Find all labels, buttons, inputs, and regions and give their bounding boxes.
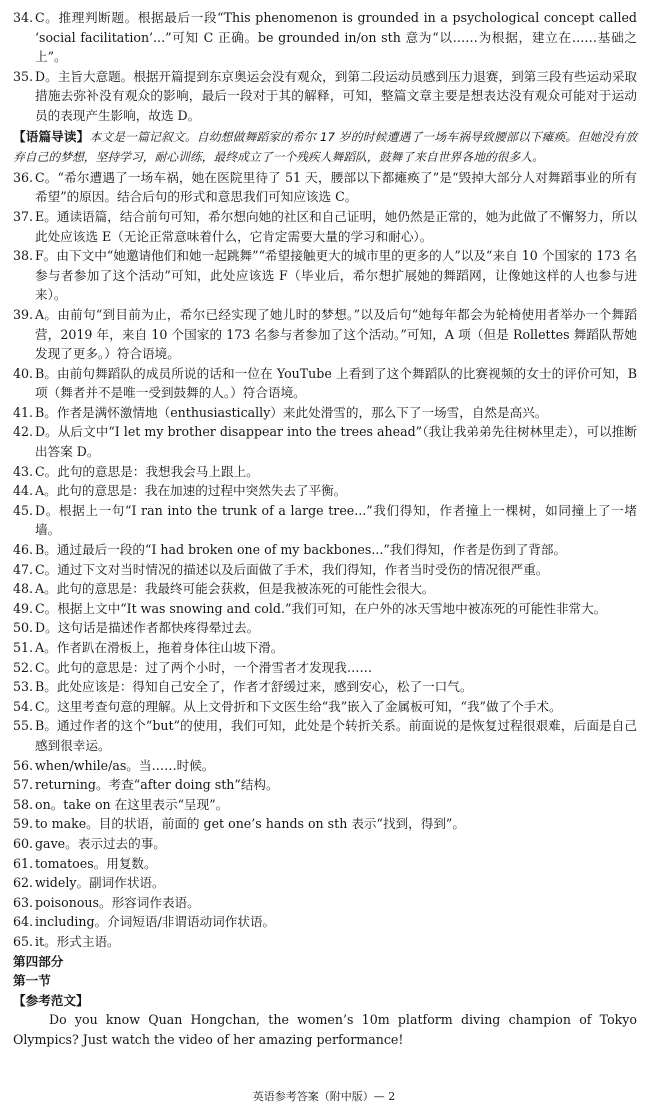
answer-explanation: C。通过下文对当时情况的描述以及后面做了手术，我们得知，作者当时受伤的情况很严重。 (35, 561, 549, 577)
answer-explanation: E。通读语篇，结合前句可知，希尔想向她的社区和自己证明，她仍然是正常的，她为此做了不懈努力，所以此处应该选 E（无论正常意味着什么，它肯定需要大量的学习和耐心）。 (35, 208, 637, 244)
answer-item (13, 560, 637, 580)
answer-explanation: D。根据上一句“I ran into the trunk of a large tree...”我们得知，作者撞上一棵树，如同撞上了一堵墙。 (35, 502, 637, 538)
answers-reading-section (13, 8, 637, 126)
answer-number: 39. (13, 306, 34, 322)
sample-essay-title: 【参考范文】 (13, 992, 89, 1008)
answer-explanation: F。由下文中“她邀请他们和她一起跳舞”“希望接触更大的城市里的更多的人”以及“来自 10 个国家的 173 名参与者参加了这个活动”可知，此处应该选 F（毕业后，希尔想扩展她的舞蹈网，让像她这样的人也参与进来）。 (35, 248, 637, 303)
answer-item (13, 207, 637, 246)
answer-number: 56. (13, 757, 34, 773)
answer-explanation: A。此句的意思是：我最终可能会获救，但是我被冻死的可能性会很大。 (35, 581, 435, 597)
answer-item (13, 775, 637, 795)
answer-explanation: returning。考查“after doing sth”结构。 (35, 777, 279, 793)
answer-item (13, 873, 637, 893)
answer-item (13, 481, 637, 501)
answer-item (13, 8, 637, 67)
answer-explanation: to make。目的状语，前面的 get one’s hands on sth 表示“找到，得到”。 (35, 816, 465, 832)
answer-explanation: poisonous。形容词作表语。 (35, 894, 200, 910)
answer-item (13, 501, 637, 540)
sample-essay-text: Do you know Quan Hongchan, the women’s 10m platform diving champion of Tokyo Olympics? Just watch the video of her amazing performance! (13, 1012, 637, 1047)
answer-number: 60. (13, 835, 34, 851)
answer-explanation: B。通过最后一段的“I had broken one of my backbones...”我们得知，作者是伤到了背部。 (35, 542, 567, 558)
answer-number: 62. (13, 875, 34, 891)
answer-key-page (13, 8, 637, 1049)
answer-number: 37. (13, 208, 34, 224)
answer-number: 61. (13, 855, 34, 871)
answer-explanation: C。此句的意思是：我想我会马上跟上。 (35, 463, 259, 479)
answer-item (13, 422, 637, 461)
answer-item (13, 246, 637, 305)
answer-number: 49. (13, 600, 34, 616)
answer-item (13, 795, 637, 815)
answer-item (13, 462, 637, 482)
passage-guide-text: 本文是一篇记叙文。自幼想做舞蹈家的希尔 17 岁的时候遭遇了一场车祸导致腰部以下瘫痪。但她没有放弃自己的梦想，坚持学习，耐心训练，最终成立了一个残疾人舞蹈队，鼓舞了来自世界各地的很多人。 (13, 129, 638, 165)
section-one-title: 第一节 (13, 973, 51, 989)
answer-number: 50. (13, 620, 34, 636)
answer-item (13, 67, 637, 126)
answer-explanation: C。根据上文中“It was snowing and cold.”我们可知，在户外的冰天雪地中被冻死的可能性非常大。 (35, 600, 607, 616)
answer-number: 64. (13, 914, 34, 930)
answer-explanation: C。推理判断题。根据最后一段“This phenomenon is grounded in a psychological concept called ‘social facilitation’...”可知 C 正确。be grounded in/on sth 意为“以……为根据，建立在……基础之上”。 (35, 10, 637, 65)
answer-explanation: widely。副词作状语。 (35, 875, 165, 891)
answer-number: 52. (13, 659, 34, 675)
answer-explanation: B。由前句舞蹈队的成员所说的话和一位在 YouTube 上看到了这个舞蹈队的比赛视频的女士的评价可知，B 项（舞者并不是唯一受到鼓舞的人。）符合语境。 (35, 365, 637, 401)
answer-item (13, 834, 637, 854)
answer-explanation: when/while/as。当……时候。 (35, 757, 215, 773)
answer-item (13, 814, 637, 834)
answer-explanation: gave。表示过去的事。 (35, 835, 166, 851)
answer-item (13, 579, 637, 599)
answer-number: 54. (13, 698, 34, 714)
answer-item (13, 618, 637, 638)
part-four-title: 第四部分 (13, 953, 64, 969)
answer-item (13, 638, 637, 658)
answer-item (13, 716, 637, 755)
answer-explanation: B。此处应该是：得知自己安全了，作者才舒缓过来，感到安心，松了一口气。 (35, 679, 473, 695)
answer-explanation: C。这里考查句意的理解。从上文骨折和下文医生给“我”嵌入了金属板可知，“我”做了个手术。 (35, 698, 562, 714)
answer-explanation: D。这句话是描述作者都快疼得晕过去。 (35, 620, 260, 636)
answer-explanation: on。take on 在这里表示“呈现”。 (35, 796, 229, 812)
answer-item (13, 364, 637, 403)
answer-item (13, 168, 637, 207)
answer-number: 36. (13, 169, 34, 185)
answer-number: 57. (13, 777, 34, 793)
answer-explanation: D。从后文中“I let my brother disappear into the trees ahead”（我让我弟弟先往树林里走），可以推断出答案 D。 (35, 424, 637, 460)
answer-number: 41. (13, 404, 34, 420)
answer-item (13, 305, 637, 364)
passage-guide-tag: 【语篇导读】 (13, 128, 90, 144)
answer-item (13, 403, 637, 423)
answer-explanation: A。由前句“到目前为止，希尔已经实现了她儿时的梦想。”以及后句“她每年都会为轮椅使用者举办一个舞蹈营，2019 年，来自 10 个国家的 173 名参与者参加了这个活动。”可知，A 项（但是 Rollettes 舞蹈队帮她发现了更多。）符合语境。 (35, 306, 637, 362)
answer-number: 58. (13, 796, 34, 812)
answer-number: 35. (13, 68, 34, 84)
answer-number: 45. (13, 502, 34, 518)
answer-number: 55. (13, 718, 34, 734)
answer-number: 46. (13, 542, 34, 558)
answer-item (13, 599, 637, 619)
answer-explanation: A。作者趴在滑板上，拖着身体往山坡下滑。 (35, 640, 284, 655)
answer-number: 47. (13, 561, 34, 577)
answer-explanation: A。此句的意思是：我在加速的过程中突然失去了平衡。 (35, 483, 347, 499)
answer-explanation: B。作者是满怀激情地（enthusiastically）来此处滑雪的，那么下了一场雪，自然是高兴。 (35, 404, 548, 420)
answer-number: 43. (13, 463, 34, 479)
answer-explanation: B。通过作者的这个“but”的使用，我们可知，此处是个转折关系。前面说的是恢复过程很艰难，后面是自己感到很幸运。 (35, 718, 637, 753)
answer-number: 42. (13, 424, 34, 440)
answer-explanation: C。“希尔遭遇了一场车祸，她在医院里待了 51 天，腰部以下都瘫痪了”是“毁掉大部分人对舞蹈事业的所有希望”的原因。结合后句的形式和意思我们可知应该选 C。 (35, 169, 637, 205)
answer-item (13, 697, 637, 717)
answer-explanation: D。主旨大意题。根据开篇提到东京奥运会没有观众，到第二段运动员感到压力退赛，到第三段有些运动采取措施去弥补没有观众的影响，最后一段对于其的解释，可知，整篇文章主要是想表达没有观众可能对于运动员的表现产生影响，故选 D。 (35, 68, 638, 123)
answer-number: 63. (13, 894, 34, 910)
answer-number: 34. (13, 10, 34, 25)
answers-list (13, 168, 637, 952)
answer-number: 38. (13, 248, 34, 264)
answer-number: 40. (13, 365, 34, 381)
answer-item (13, 932, 637, 952)
page-footer: 英语参考答案（附中版）— 2 (252, 1090, 396, 1103)
answer-explanation: including。介词短语/非谓语动词作状语。 (35, 914, 276, 930)
passage-guide (13, 127, 637, 168)
answer-explanation: tomatoes。用复数。 (35, 855, 157, 871)
answer-item (13, 658, 637, 678)
answer-item (13, 854, 637, 874)
answer-number: 65. (13, 933, 34, 949)
answer-item (13, 677, 637, 697)
answer-explanation: it。形式主语。 (35, 933, 120, 949)
answer-item (13, 912, 637, 932)
answer-item (13, 756, 637, 776)
answer-number: 59. (13, 816, 34, 832)
answer-number: 53. (13, 679, 34, 695)
answer-number: 44. (13, 483, 34, 499)
answer-item (13, 893, 637, 913)
answer-number: 48. (13, 581, 34, 597)
answer-item (13, 540, 637, 560)
answer-explanation: C。此句的意思是：过了两个小时，一个滑雪者才发现我…… (35, 659, 373, 675)
answer-number: 51. (13, 640, 34, 655)
